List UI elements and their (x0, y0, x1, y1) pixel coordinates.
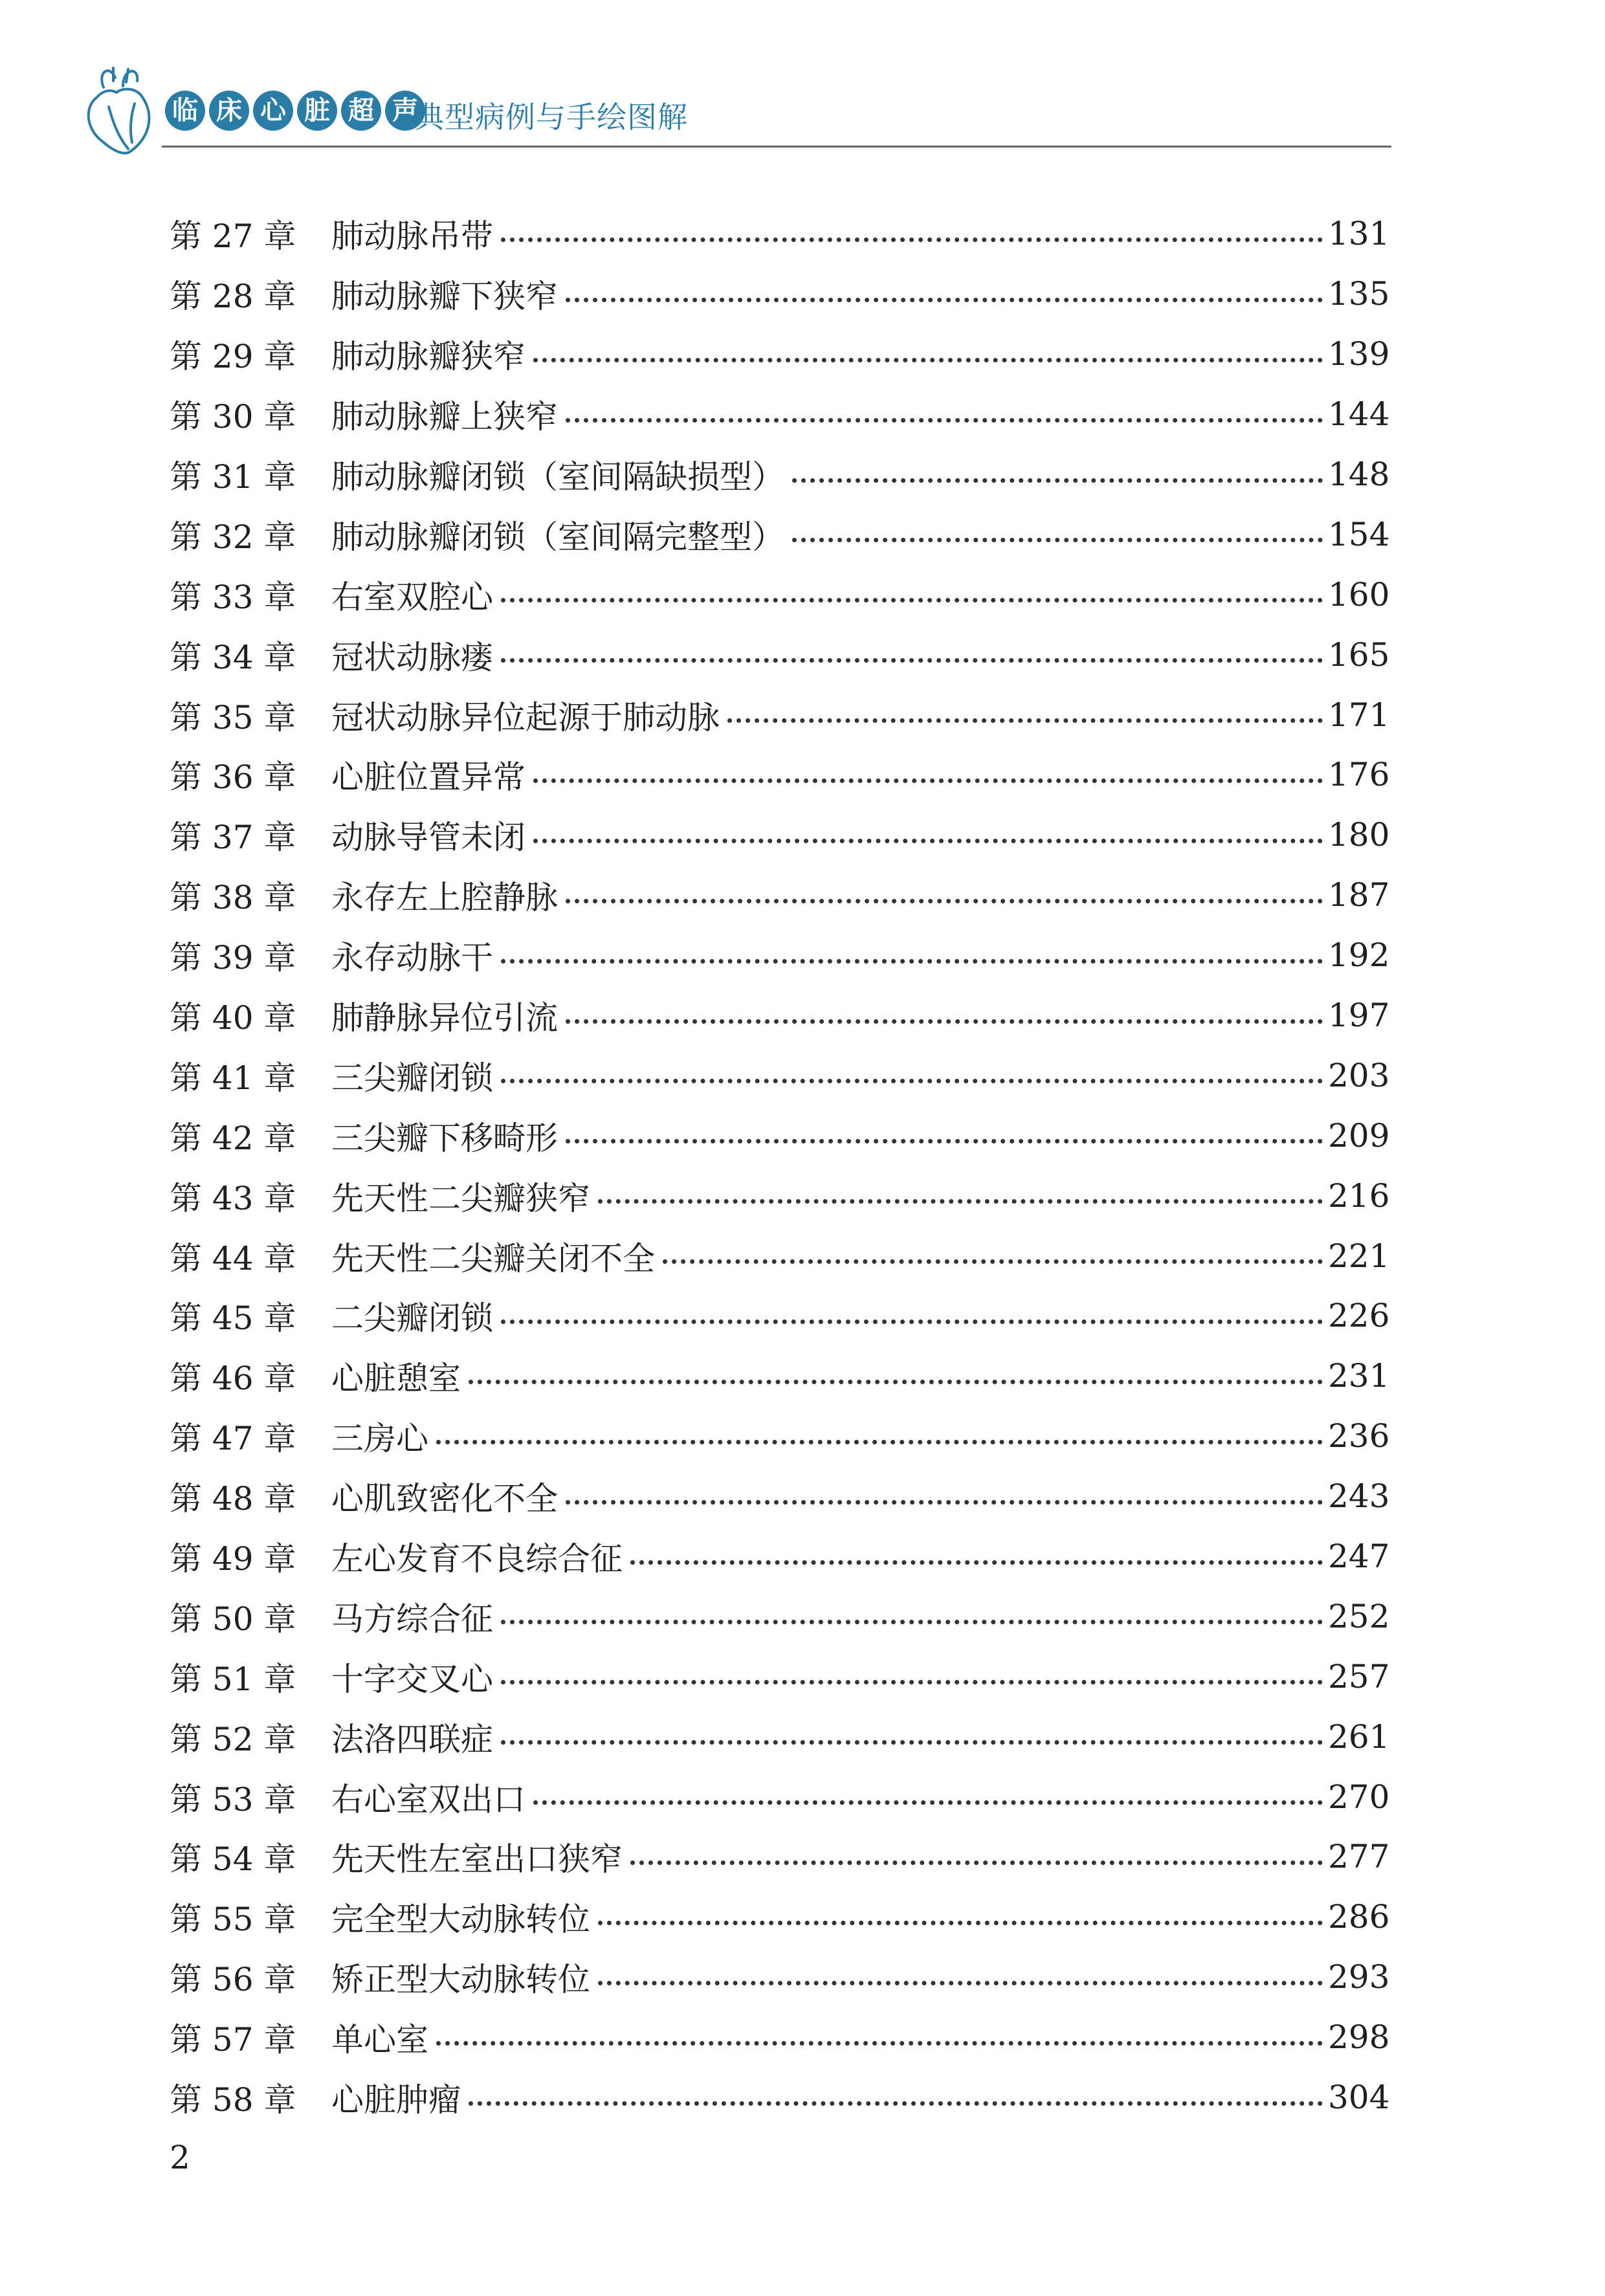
toc-chapter-title: 先天性左室出口狭窄 (331, 1840, 623, 1879)
toc-dot-leader (566, 899, 1323, 903)
toc-chapter-title: 右心室双出口 (331, 1780, 526, 1818)
toc-dot-leader (501, 1740, 1323, 1745)
series-title-char: 声 (385, 91, 425, 131)
toc-page-number: 176 (1328, 756, 1390, 794)
toc-entry (170, 1045, 1390, 1105)
toc-chapter-number: 第 38 章 (170, 879, 296, 917)
toc-entry (170, 1646, 1390, 1706)
series-title-char: 脏 (297, 91, 337, 131)
toc-chapter-title: 矫正型大动脉转位 (331, 1961, 590, 1999)
toc-dot-leader (598, 1921, 1323, 1925)
series-title-char: 超 (341, 91, 381, 131)
toc-chapter-number: 第 54 章 (170, 1840, 296, 1879)
toc-page-number: 277 (1328, 1838, 1390, 1876)
toc-entry (170, 1105, 1390, 1165)
toc-chapter-title: 冠状动脉异位起源于肺动脉 (331, 698, 720, 736)
toc-dot-leader (533, 358, 1323, 362)
running-header (78, 61, 1391, 159)
toc-chapter-title: 冠状动脉瘘 (331, 638, 493, 676)
toc-page-number: 131 (1328, 215, 1390, 253)
toc-page-number: 203 (1328, 1056, 1390, 1094)
toc-entry (170, 1165, 1390, 1226)
toc-page-number: 135 (1328, 275, 1390, 313)
toc-chapter-title: 先天性二尖瓣关闭不全 (331, 1239, 655, 1277)
toc-entry (170, 805, 1390, 865)
toc-page-number: 209 (1328, 1116, 1390, 1154)
toc-entry (170, 504, 1390, 564)
toc-dot-leader (533, 1800, 1323, 1805)
toc-entry (170, 564, 1390, 624)
toc-dot-leader (501, 237, 1323, 242)
toc-page-number: 160 (1328, 575, 1390, 613)
toc-chapter-number: 第 57 章 (170, 2021, 296, 2059)
toc-page-number: 148 (1328, 456, 1390, 493)
toc-page-number: 257 (1328, 1657, 1390, 1695)
toc-chapter-title: 永存左上腔静脉 (331, 879, 558, 917)
toc-entry (170, 445, 1390, 505)
toc-chapter-number: 第 36 章 (170, 758, 296, 797)
toc-chapter-title: 右室双腔心 (331, 578, 493, 616)
toc-page-number: 243 (1328, 1477, 1390, 1516)
toc-page-number: 139 (1328, 335, 1390, 373)
toc-chapter-number: 第 34 章 (170, 638, 296, 676)
table-of-contents (170, 204, 1390, 2128)
toc-chapter-number: 第 55 章 (170, 1901, 296, 1939)
toc-chapter-number: 第 46 章 (170, 1360, 296, 1398)
toc-chapter-number: 第 37 章 (170, 819, 296, 857)
toc-chapter-title: 肺动脉瓣狭窄 (331, 338, 526, 376)
toc-chapter-number: 第 53 章 (170, 1780, 296, 1818)
toc-chapter-number: 第 27 章 (170, 217, 296, 256)
toc-dot-leader (566, 1500, 1323, 1505)
toc-page-number: 187 (1328, 876, 1390, 914)
toc-entry (170, 324, 1390, 384)
toc-dot-leader (469, 2101, 1323, 2106)
series-title-char: 临 (165, 91, 205, 131)
toc-entry (170, 1586, 1390, 1646)
toc-chapter-number: 第 28 章 (170, 278, 296, 316)
toc-chapter-number: 第 48 章 (170, 1480, 296, 1518)
toc-page-number: 286 (1328, 1898, 1390, 1936)
toc-entry (170, 1947, 1390, 2007)
toc-dot-leader (533, 778, 1323, 783)
series-title-char: 心 (253, 91, 293, 131)
toc-entry (170, 1706, 1390, 1767)
toc-page-number: 231 (1328, 1357, 1390, 1395)
toc-chapter-title: 法洛四联症 (331, 1720, 493, 1758)
toc-dot-leader (630, 1560, 1323, 1565)
toc-chapter-number: 第 42 章 (170, 1119, 296, 1157)
toc-page-number: 192 (1328, 936, 1390, 975)
toc-dot-leader (501, 658, 1323, 663)
toc-chapter-title: 左心发育不良综合征 (331, 1540, 623, 1578)
toc-chapter-title: 肺静脉异位引流 (331, 999, 558, 1037)
toc-entry (170, 1527, 1390, 1587)
toc-page-number: 154 (1328, 515, 1390, 553)
toc-entry (170, 2007, 1390, 2068)
toc-dot-leader (598, 1199, 1323, 1204)
toc-chapter-number: 第 41 章 (170, 1059, 296, 1097)
toc-entry (170, 384, 1390, 445)
toc-dot-leader (792, 538, 1323, 542)
toc-chapter-title: 肺动脉瓣闭锁（室间隔缺损型） (331, 458, 784, 496)
toc-chapter-number: 第 29 章 (170, 338, 296, 376)
toc-chapter-title: 完全型大动脉转位 (331, 1901, 590, 1939)
series-title-char: 床 (209, 91, 249, 131)
toc-dot-leader (792, 478, 1323, 483)
toc-dot-leader (501, 1319, 1323, 1324)
toc-entry (170, 685, 1390, 745)
toc-chapter-title: 先天性二尖瓣狭窄 (331, 1179, 590, 1217)
toc-chapter-title: 单心室 (331, 2021, 428, 2059)
toc-chapter-title: 马方综合征 (331, 1600, 493, 1638)
toc-chapter-number: 第 52 章 (170, 1720, 296, 1758)
toc-entry (170, 1346, 1390, 1406)
toc-page-number: 197 (1328, 997, 1390, 1035)
toc-chapter-number: 第 33 章 (170, 578, 296, 616)
toc-page-number: 226 (1328, 1297, 1390, 1335)
toc-chapter-number: 第 39 章 (170, 939, 296, 977)
toc-dot-leader (469, 1380, 1323, 1384)
toc-dot-leader (566, 1019, 1323, 1024)
toc-page-number: 252 (1328, 1597, 1390, 1635)
toc-chapter-title: 肺动脉瓣上狭窄 (331, 398, 558, 436)
toc-chapter-number: 第 50 章 (170, 1600, 296, 1638)
toc-chapter-title: 动脉导管未闭 (331, 819, 526, 857)
toc-chapter-title: 肺动脉吊带 (331, 217, 493, 256)
toc-chapter-number: 第 51 章 (170, 1660, 296, 1698)
toc-dot-leader (436, 1440, 1323, 1444)
toc-page-number: 180 (1328, 816, 1390, 854)
toc-entry (170, 745, 1390, 805)
toc-chapter-number: 第 56 章 (170, 1961, 296, 1999)
toc-dot-leader (501, 1079, 1323, 1083)
toc-page-number: 221 (1328, 1237, 1390, 1275)
toc-chapter-number: 第 44 章 (170, 1239, 296, 1277)
toc-dot-leader (566, 1139, 1323, 1143)
toc-chapter-title: 心脏肿瘤 (331, 2081, 461, 2119)
toc-chapter-number: 第 40 章 (170, 999, 296, 1037)
toc-entry (170, 1286, 1390, 1346)
heart-outline-icon (78, 61, 162, 159)
toc-chapter-title: 肺动脉瓣闭锁（室间隔完整型） (331, 518, 784, 556)
toc-chapter-title: 三尖瓣闭锁 (331, 1059, 493, 1097)
toc-chapter-title: 三尖瓣下移畸形 (331, 1119, 558, 1157)
toc-entry (170, 264, 1390, 324)
toc-chapter-number: 第 32 章 (170, 518, 296, 556)
toc-dot-leader (533, 839, 1323, 843)
toc-entry (170, 204, 1390, 264)
toc-entry (170, 865, 1390, 925)
toc-page-number: 236 (1328, 1417, 1390, 1455)
toc-entry (170, 1226, 1390, 1286)
toc-dot-leader (501, 959, 1323, 964)
header-subtitle: 典型病例与手绘图解 (414, 100, 688, 135)
toc-chapter-title: 十字交叉心 (331, 1660, 493, 1698)
toc-page-number: 298 (1328, 2018, 1390, 2057)
toc-chapter-number: 第 43 章 (170, 1179, 296, 1217)
toc-chapter-title: 肺动脉瓣下狭窄 (331, 278, 558, 316)
toc-chapter-number: 第 35 章 (170, 698, 296, 736)
toc-dot-leader (501, 598, 1323, 602)
toc-entry (170, 624, 1390, 685)
toc-chapter-number: 第 58 章 (170, 2081, 296, 2119)
toc-chapter-title: 心脏位置异常 (331, 758, 526, 797)
page-number: 2 (170, 2139, 190, 2176)
toc-chapter-title: 三房心 (331, 1420, 428, 1458)
toc-entry (170, 925, 1390, 986)
toc-chapter-number: 第 49 章 (170, 1540, 296, 1578)
toc-dot-leader (727, 718, 1323, 723)
toc-entry (170, 1466, 1390, 1527)
toc-page-number: 261 (1328, 1717, 1390, 1756)
toc-entry (170, 986, 1390, 1046)
toc-dot-leader (598, 1981, 1323, 1985)
toc-entry (170, 1827, 1390, 1887)
toc-entry (170, 1406, 1390, 1466)
toc-dot-leader (663, 1259, 1323, 1264)
toc-entry (170, 1887, 1390, 1947)
toc-chapter-title: 二尖瓣闭锁 (331, 1299, 493, 1338)
toc-chapter-title: 心脏憩室 (331, 1360, 461, 1398)
toc-page-number: 165 (1328, 635, 1390, 674)
toc-chapter-title: 永存动脉干 (331, 939, 493, 977)
toc-chapter-title: 心肌致密化不全 (331, 1480, 558, 1518)
toc-chapter-number: 第 47 章 (170, 1420, 296, 1458)
toc-page-number: 304 (1328, 2079, 1390, 2117)
toc-entry (170, 2068, 1390, 2128)
toc-chapter-number: 第 30 章 (170, 398, 296, 436)
toc-dot-leader (436, 2041, 1323, 2046)
toc-dot-leader (501, 1680, 1323, 1684)
toc-dot-leader (630, 1860, 1323, 1865)
toc-page-number: 270 (1328, 1778, 1390, 1816)
toc-chapter-number: 第 45 章 (170, 1299, 296, 1338)
toc-dot-leader (501, 1620, 1323, 1624)
header-divider (162, 146, 1391, 148)
toc-page-number: 216 (1328, 1176, 1390, 1215)
toc-entry (170, 1767, 1390, 1827)
toc-page-number: 171 (1328, 696, 1390, 734)
toc-page-number: 247 (1328, 1538, 1390, 1576)
toc-page-number: 144 (1328, 395, 1390, 434)
toc-chapter-number: 第 31 章 (170, 458, 296, 496)
toc-dot-leader (566, 418, 1323, 423)
series-title (165, 91, 425, 131)
toc-page-number: 293 (1328, 1958, 1390, 1996)
toc-dot-leader (566, 298, 1323, 302)
